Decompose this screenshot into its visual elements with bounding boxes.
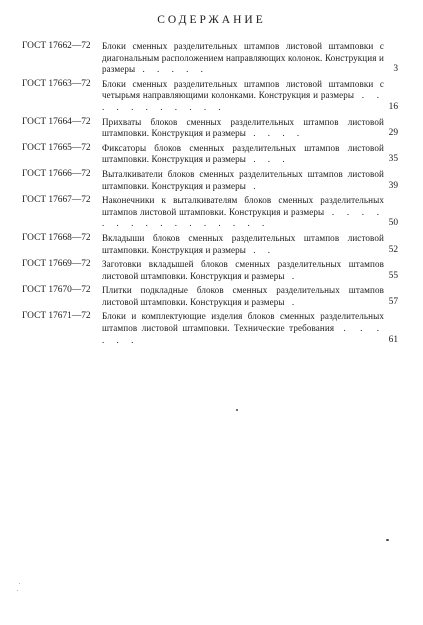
dot-leader: . . . . . . . . . . . . . . . . <box>102 206 384 229</box>
toc-entry <box>22 143 398 166</box>
scan-speck <box>17 590 18 591</box>
toc-entry <box>22 311 398 346</box>
page-number: 39 <box>388 180 398 191</box>
dot-leader: . . . . . . . . . . . <box>102 90 384 112</box>
page-number: 3 <box>393 64 398 75</box>
dot-leader: . <box>284 296 300 307</box>
dot-leader: . . <box>245 244 276 255</box>
entry-title: Наконечники к выталкивателям блоков сменных разделительных штампов листовой штамповки. Конструкция и размеры <box>102 195 384 217</box>
standard-code: ГОСТ 17667—72 <box>22 195 91 206</box>
dot-leader: . <box>284 270 300 281</box>
toc-entry <box>22 259 398 282</box>
toc-entry <box>22 79 398 114</box>
entry-title: Блоки сменных разделительных штампов листовой штамповки с четырьмя направляющими колонками. Конструкция и размеры <box>102 78 384 101</box>
page-number: 16 <box>388 101 398 112</box>
entry-title: Фиксаторы блоков сменных разделительных штампов листовой штамповки. Конструкция и размеры <box>102 142 384 165</box>
standard-code: ГОСТ 17668—72 <box>22 232 91 243</box>
toc-entry <box>22 285 398 308</box>
standard-code: ГОСТ 17665—72 <box>22 142 91 153</box>
entry-title: Плитки подкладные блоков сменных разделительных штампов листовой штамповки. Конструкция и размеры <box>102 285 384 307</box>
page-title: СОДЕРЖАНИЕ <box>157 14 266 26</box>
page-number: 35 <box>388 154 398 165</box>
dot-leader: . . . <box>245 154 290 165</box>
entry-title: Блоки сменных разделительных штампов листовой штамповки с диагональным расположением направляющих колонок. Конструкция и размеры <box>102 41 384 75</box>
dot-leader: . . . . <box>245 128 305 139</box>
standard-code: ГОСТ 17671—72 <box>22 311 91 322</box>
entry-title: Вкладыши блоков сменных разделительных штампов листовой штамповки. Конструкция и размеры <box>102 232 384 255</box>
scan-speck <box>386 539 389 541</box>
standard-code: ГОСТ 17664—72 <box>22 116 91 127</box>
standard-code: ГОСТ 17666—72 <box>22 168 91 179</box>
entry-title: Прихваты блоков сменных разделительных штампов листовой штамповки. Конструкция и размеры <box>102 116 384 139</box>
toc-entry <box>22 41 398 76</box>
entry-title: Выталкиватели блоков сменных разделительных штампов листовой штамповки. Конструкция и размеры <box>102 168 384 191</box>
standard-code: ГОСТ 17670—72 <box>22 285 91 296</box>
toc-entry <box>22 169 398 192</box>
scan-speck <box>19 583 20 584</box>
page-number: 29 <box>388 128 398 139</box>
standard-code: ГОСТ 17662—72 <box>22 41 91 51</box>
page-number: 50 <box>388 218 398 229</box>
scan-speck <box>236 409 238 411</box>
standard-code: ГОСТ 17669—72 <box>22 259 91 270</box>
standard-code: ГОСТ 17663—72 <box>22 78 91 89</box>
toc-entry <box>22 195 398 230</box>
entry-title: Блоки и комплектующие изделия блоков сменных разделительных штампов листовой штамповки. Технические требования <box>102 311 384 334</box>
dot-leader: . . . . . . <box>102 323 384 345</box>
page-number: 55 <box>388 270 398 281</box>
entry-title: Заготовки вкладышей блоков сменных разделительных штампов листовой штамповки. Конструкция и размеры <box>102 259 384 281</box>
toc-entry <box>22 233 398 256</box>
dot-leader: . . . . . <box>135 64 208 75</box>
toc-entry <box>22 117 398 140</box>
dot-leader: . <box>245 180 261 191</box>
page-number: 52 <box>388 244 398 255</box>
table-of-contents <box>22 41 398 349</box>
page-number: 57 <box>388 296 398 307</box>
page-number: 61 <box>388 334 398 345</box>
